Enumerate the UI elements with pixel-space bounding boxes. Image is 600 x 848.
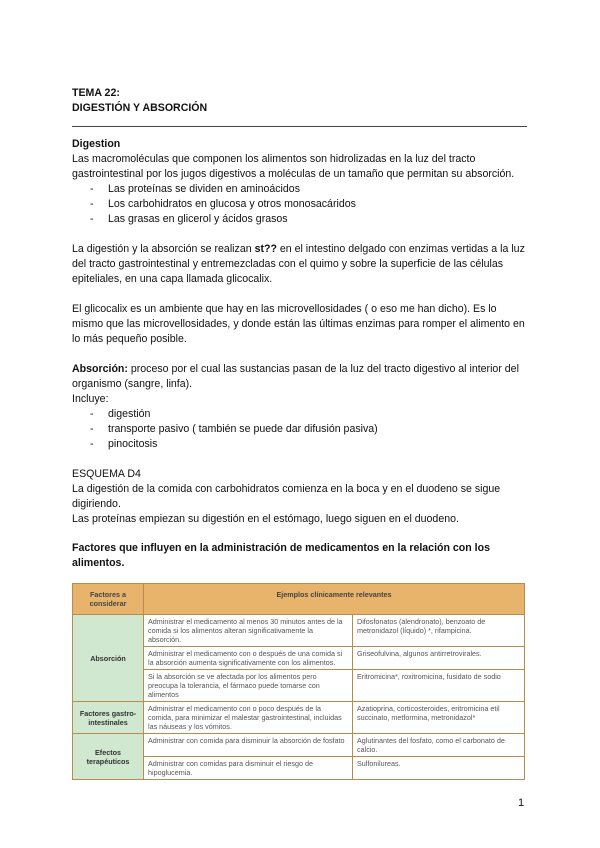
digestion-paragraph-2: La digestión y la absorción se realizan st?? en el intestino delgado con enzimas vertidas a la luz del tracto gastrointestinal y entremezcladas con el quimo y sobre la superficie de las células epiteliales, en una capa llamada glicocalix. [72, 243, 525, 285]
category-gastro: Factores gastro-intestinales [73, 702, 144, 734]
glicocalix-paragraph: El glicocalix es un ambiente que hay en las microvellosidades ( o eso me han dicho). Es lo mismo que las microvellosidades, y donde están las últimas enzimas para romper el alimento en lo más pequeño posible. [72, 303, 525, 345]
esquema-paragraph-2: Las proteínas empiezan su digestión en el estómago, luego siguen en el duodeno. [72, 513, 459, 525]
incluye-label: Incluye: [72, 393, 109, 405]
list-item: - transporte pasivo ( también se puede dar difusión pasiva) [72, 422, 527, 437]
topic-number: TEMA 22: [72, 87, 120, 99]
esquema-paragraph-1: La digestión de la comida con carbohidratos comienza en la boca y en el duodeno se sigue digiriendo. [72, 483, 501, 510]
page-number: 1 [518, 797, 525, 809]
factores-heading: Factores que influyen en la administración de medicamentos en la relación con los alimentos. [72, 542, 490, 569]
table-cell: Si la absorción se ve afectada por los alimentos pero preocupa la tolerancia, el fármaco puede tomarse con alimentos [144, 670, 353, 702]
table-cell: Aglutinantes del fosfato, como el carbonato de calcio. [353, 734, 525, 757]
digestion-heading: Digestion [72, 138, 121, 150]
table-row [73, 734, 525, 757]
absorcion-list [72, 407, 527, 452]
table-cell: Azatioprina, corticosteroides, eritromicina etil succinato, metformina, metronidazol* [353, 702, 525, 734]
list-item: - Las proteínas se dividen en aminoácidos [72, 182, 527, 197]
category-efectos: Efectos terapéuticos [73, 734, 144, 780]
table-row [73, 702, 525, 734]
digestion-list [72, 182, 527, 227]
table-cell: Eritromicina*, roxitromicina, fusidato de sodio [353, 670, 525, 702]
table-cell: Administrar el medicamento con o después de una comida si la absorción aumenta significativamente con los alimentos. [144, 647, 353, 670]
table-cell: Sulfonilureas. [353, 757, 525, 780]
list-item: - Los carbohidratos en glucosa y otros monosacáridos [72, 197, 527, 212]
factores-table [72, 583, 525, 780]
table-row [73, 615, 525, 647]
document-page [72, 86, 527, 780]
table-cell: Difosfonatos (alendronato), benzoato de metronidazol (líquido) *, rifampicina. [353, 615, 525, 647]
table-header-factores: Factores a considerar [73, 584, 144, 615]
esquema-label: ESQUEMA D4 [72, 468, 141, 480]
table-header-row [73, 584, 525, 615]
list-item: - pinocitosis [72, 437, 527, 452]
divider [72, 126, 527, 127]
category-absorcion: Absorción [73, 615, 144, 702]
table-cell: Administrar el medicamento al menos 30 minutos antes de la comida si los alimentos alteran significativamente la absorción. [144, 615, 353, 647]
absorcion-paragraph: Absorción: proceso por el cual las sustancias pasan de la luz del tracto digestivo al interior del organismo (sangre, linfa). [72, 363, 519, 390]
topic-title: DIGESTIÓN Y ABSORCIÓN [72, 102, 208, 114]
table-cell: Administrar con comidas para disminuir el riesgo de hipoglucemia. [144, 757, 353, 780]
digestion-intro: Las macromoléculas que componen los alimentos son hidrolizadas en la luz del tracto gastrointestinal por los jugos digestivos a moléculas de un tamaño que permitan su absorción. [72, 153, 515, 180]
absorcion-heading: Absorción: [72, 363, 128, 375]
table-cell: Administrar con comida para disminuir la absorción de fosfato [144, 734, 353, 757]
list-item: - Las grasas en glicerol y ácidos grasos [72, 212, 527, 227]
table-cell: Administrar el medicamento con o poco después de la comida, para minimizar el malestar gastrointestinal, incluidas las náuseas y los vómitos. [144, 702, 353, 734]
table-cell: Griseofulvina, algunos antirretrovirales. [353, 647, 525, 670]
list-item: - digestión [72, 407, 527, 422]
table-header-ejemplos: Ejemplos clínicamente relevantes [144, 584, 525, 615]
